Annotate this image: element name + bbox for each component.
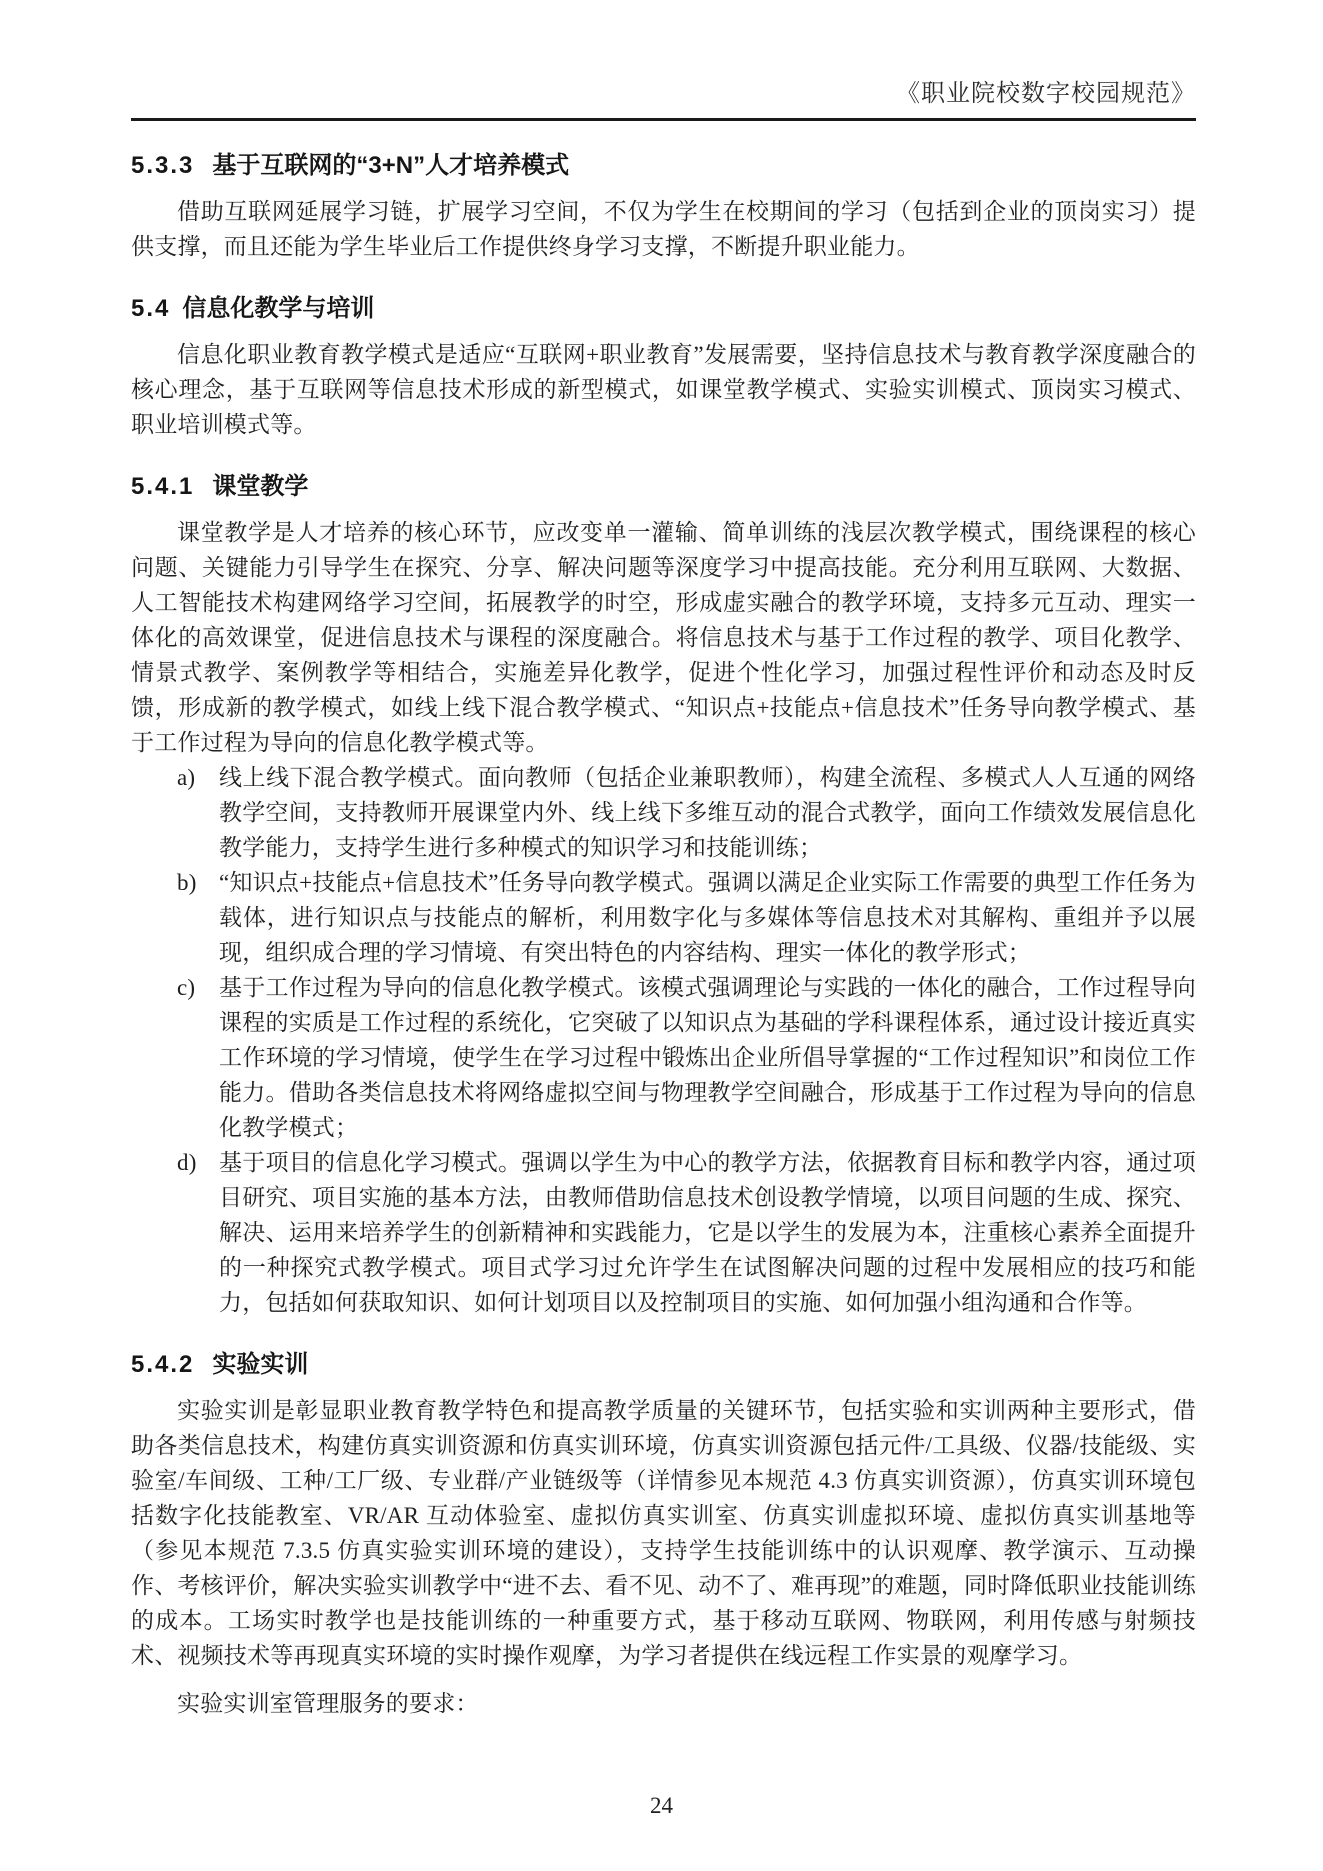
- teaching-mode-list: [131, 760, 1196, 1320]
- list-marker: b): [177, 870, 197, 895]
- section-number: 5.4.2: [131, 1351, 195, 1378]
- list-item-text: “知识点+技能点+信息技术”任务导向教学模式。强调以满足企业实际工作需要的典型工作任务为载体，进行知识点与技能点的解析，利用数字化与多媒体等信息技术对其解构、重组并予以展现，组织成合理的学习情境、有突出特色的内容结构、理实一体化的教学形式；: [219, 870, 1196, 965]
- list-marker: d): [177, 1150, 197, 1175]
- list-item-text: 线上线下混合教学模式。面向教师（包括企业兼职教师），构建全流程、多模式人人互通的网络教学空间，支持教师开展课堂内外、线上线下多维互动的混合式教学，面向工作绩效发展信息化教学能力，支持学生进行多种模式的知识学习和技能训练；: [219, 765, 1196, 860]
- section-title: 基于互联网的“3+N”人才培养模式: [212, 152, 570, 179]
- paragraph: 实验实训室管理服务的要求：: [177, 1691, 479, 1716]
- list-item-text: 基于项目的信息化学习模式。强调以学生为中心的教学方法，依据教育目标和教学内容，通过项目研究、项目实施的基本方法，由教师借助信息技术创设教学情境，以项目问题的生成、探究、解决、运用来培养学生的创新精神和实践能力，它是以学生的发展为本，注重核心素养全面提升的一种探究式教学模式。项目式学习过允许学生在试图解决问题的过程中发展相应的技巧和能力，包括如何获取知识、如何计划项目以及控制项目的实施、如何加强小组沟通和合作等。: [219, 1150, 1196, 1315]
- list-item: [131, 865, 1196, 970]
- section-heading-5-4-2: [131, 1350, 1196, 1380]
- section-title: 信息化教学与培训: [182, 295, 375, 322]
- section-number: 5.4.1: [131, 473, 195, 500]
- list-marker: c): [177, 975, 196, 1000]
- section-number: 5.4: [131, 295, 171, 322]
- section-heading-5-4-1: [131, 472, 1196, 502]
- section-number: 5.3.3: [131, 152, 195, 179]
- list-item: [131, 760, 1196, 865]
- list-marker: a): [177, 765, 196, 790]
- header-title: 《职业院校数字校园规范》: [896, 81, 1196, 107]
- list-item: [131, 970, 1196, 1145]
- paragraph: 借助互联网延展学习链，扩展学习空间，不仅为学生在校期间的学习（包括到企业的顶岗实习）提供支撑，而且还能为学生毕业后工作提供终身学习支撑，不断提升职业能力。: [131, 199, 1196, 259]
- section-title: 课堂教学: [212, 473, 309, 500]
- page-number: 24: [650, 1793, 673, 1818]
- paragraph: 信息化职业教育教学模式是适应“互联网+职业教育”发展需要，坚持信息技术与教育教学深度融合的核心理念，基于互联网等信息技术形成的新型模式，如课堂教学模式、实验实训模式、顶岗实习模式、职业培训模式等。: [131, 342, 1196, 437]
- section-heading-5-4: [131, 294, 1196, 324]
- section-heading-5-3-3: [131, 151, 1196, 181]
- paragraph: 课堂教学是人才培养的核心环节，应改变单一灌输、简单训练的浅层次教学模式，围绕课程的核心问题、关键能力引导学生在探究、分享、解决问题等深度学习中提高技能。充分利用互联网、大数据、人工智能技术构建网络学习空间，拓展教学的时空，形成虚实融合的教学环境，支持多元互动、理实一体化的高效课堂，促进信息技术与课程的深度融合。将信息技术与基于工作过程的教学、项目化教学、情景式教学、案例教学等相结合，实施差异化教学，促进个性化学习，加强过程性评价和动态及时反馈，形成新的教学模式，如线上线下混合教学模式、“知识点+技能点+信息技术”任务导向教学模式、基于工作过程为导向的信息化教学模式等。: [131, 520, 1196, 755]
- list-item: [131, 1145, 1196, 1320]
- paragraph: 实验实训是彰显职业教育教学特色和提高教学质量的关键环节，包括实验和实训两种主要形式，借助各类信息技术，构建仿真实训资源和仿真实训环境，仿真实训资源包括元件/工具级、仪器/技能级、实验室/车间级、工种/工厂级、专业群/产业链级等（详情参见本规范 4.3 仿真实训资源），仿真实训环境包括数字化技能教室、VR/AR 互动体验室、虚拟仿真实训室、仿真实训虚拟环境、虚拟仿真实训基地等（参见本规范 7.3.5 仿真实验实训环境的建设），支持学生技能训练中的认识观摩、教学演示、互动操作、考核评价，解决实验实训教学中“进不去、看不见、动不了、难再现”的难题，同时降低职业技能训练的成本。工场实时教学也是技能训练的一种重要方式，基于移动互联网、物联网，利用传感与射频技术、视频技术等再现真实环境的实时操作观摩，为学习者提供在线远程工作实景的观摩学习。: [131, 1398, 1196, 1668]
- section-title: 实验实训: [212, 1351, 309, 1378]
- page-header: [131, 78, 1196, 121]
- list-item-text: 基于工作过程为导向的信息化教学模式。该模式强调理论与实践的一体化的融合，工作过程导向课程的实质是工作过程的系统化，它突破了以知识点为基础的学科课程体系，通过设计接近真实工作环境的学习情境，使学生在学习过程中锻炼出企业所倡导掌握的“工作过程知识”和岗位工作能力。借助各类信息技术将网络虚拟空间与物理教学空间融合，形成基于工作过程为导向的信息化教学模式；: [219, 975, 1196, 1140]
